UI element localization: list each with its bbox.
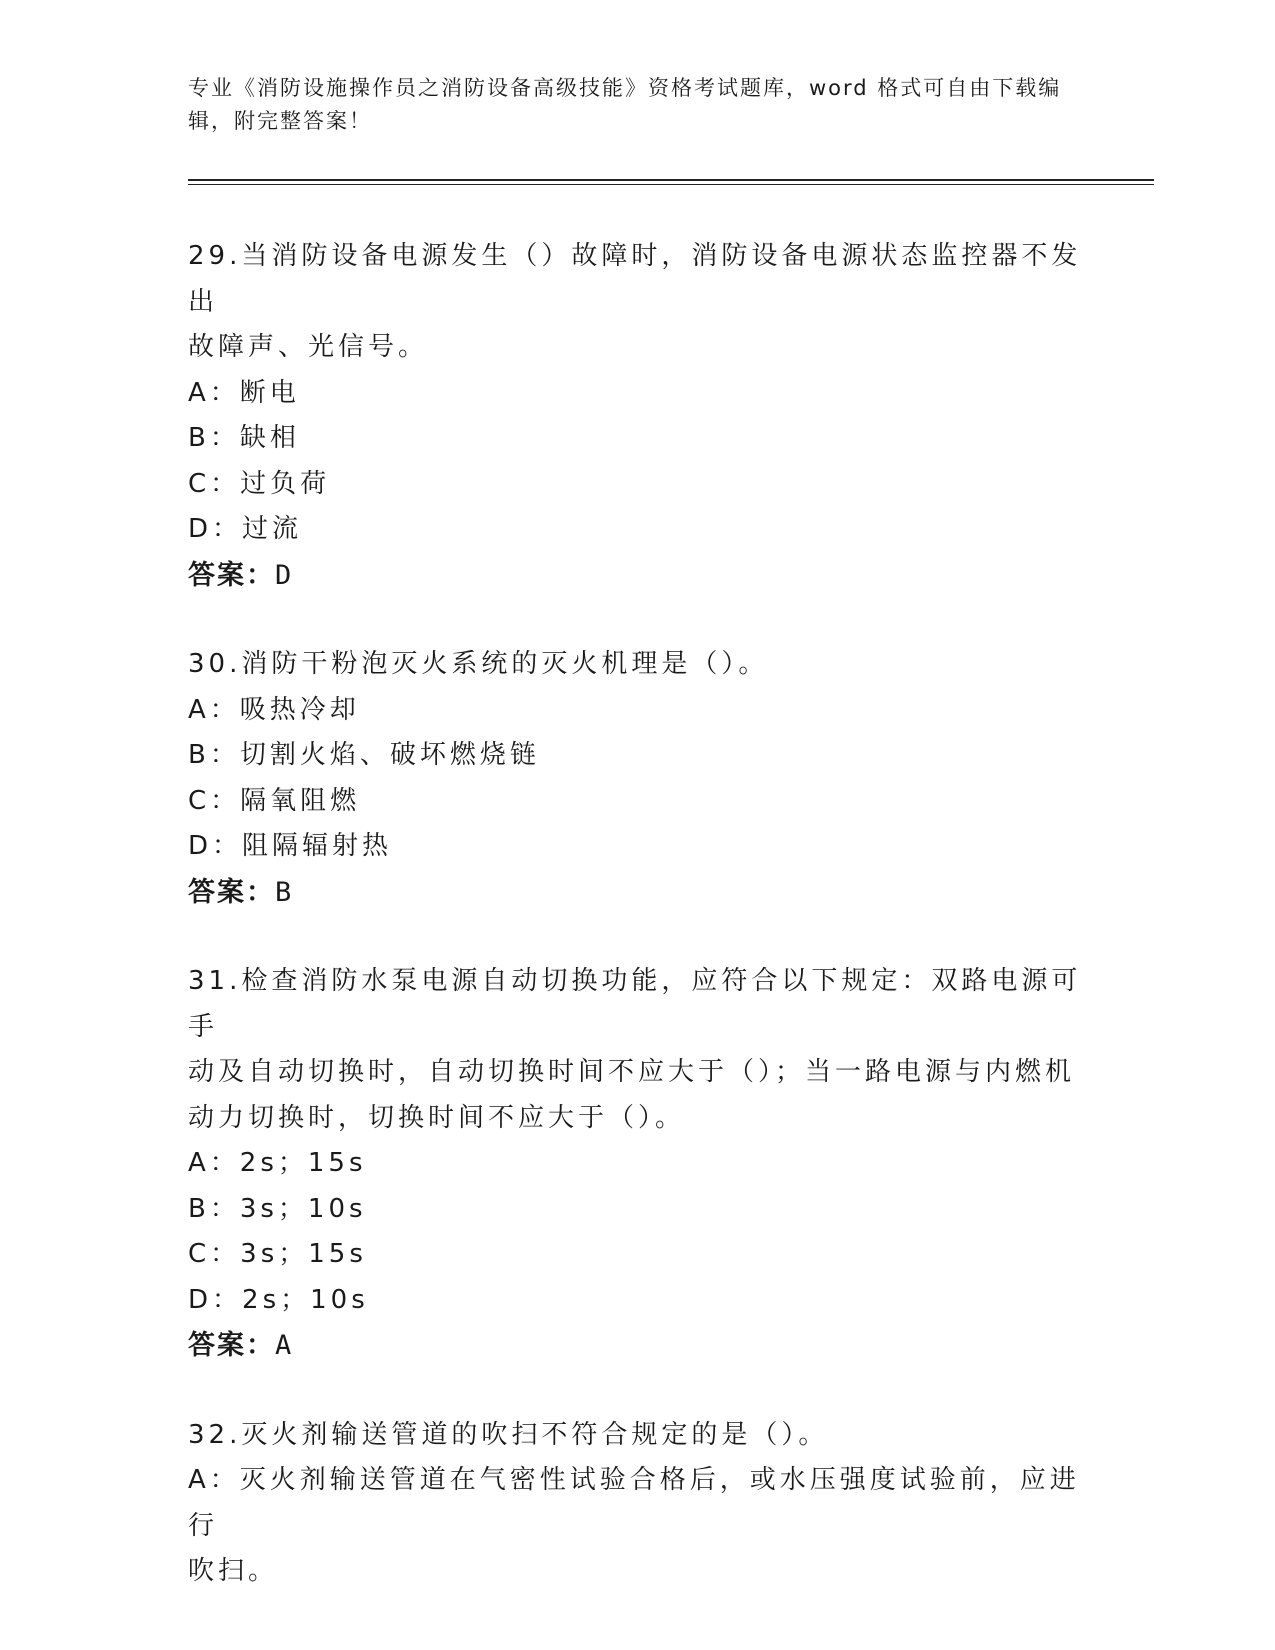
question-stem-line: 动力切换时，切换时间不应大于（）。 (188, 1102, 686, 1133)
option-c: C：过负荷 (188, 468, 331, 499)
option-a: A：灭火剂输送管道在气密性试验合格后，或水压强度试验前，应进行 (188, 1465, 1080, 1541)
question-list (188, 234, 1088, 1639)
option-b: B：切割火焰、破坏燃烧链 (188, 740, 540, 770)
header-divider (188, 179, 1154, 185)
option-c: C：隔氧阻燃 (188, 785, 361, 816)
answer-label: 答案： (188, 876, 275, 908)
answer (188, 1323, 1088, 1369)
option-a: A：断电 (188, 377, 300, 408)
answer-label: 答案： (188, 1330, 275, 1361)
answer (188, 870, 1088, 916)
question-30 (188, 642, 1088, 915)
option-a: A：吸热冷却 (188, 694, 360, 725)
option-d: D：阻隔辐射热 (188, 831, 393, 861)
answer-value: B (275, 876, 294, 908)
option-d: D：过流 (188, 514, 303, 544)
question-stem-line: 30.消防干粉泡灭火系统的灭火机理是（）。 (188, 649, 769, 679)
question-29 (188, 234, 1088, 598)
answer-value: D (275, 559, 294, 591)
option-b: B：缺相 (188, 423, 300, 453)
question-stem-line: 29.当消防设备电源发生（）故障时，消防设备电源状态监控器不发出 (188, 241, 1082, 317)
document-header: 专业《消防设施操作员之消防设备高级技能》资格考试题库，word 格式可自由下载编辑，附完整答案！ (188, 76, 1062, 133)
answer-label: 答案： (188, 559, 275, 591)
question-32 (188, 1413, 1088, 1595)
question-stem-line: 32.灭火剂输送管道的吹扫不符合规定的是（）。 (188, 1419, 829, 1450)
question-stem-line: 动及自动切换时，自动切换时间不应大于（）；当一路电源与内燃机 (188, 1057, 1076, 1087)
question-stem-line: 故障声、光信号。 (188, 332, 429, 362)
option-a: A：2s；15s (188, 1148, 367, 1178)
option-b: B：3s；10s (188, 1193, 367, 1224)
answer-value: A (275, 1330, 294, 1361)
question-31 (188, 959, 1088, 1369)
answer (188, 553, 1088, 599)
question-stem-line: 31.检查消防水泵电源自动切换功能，应符合以下规定：双路电源可手 (188, 966, 1082, 1042)
option-d: D：2s；10s (188, 1284, 369, 1315)
option-c: C：3s；15s (188, 1239, 367, 1269)
option-a-continued: 吹扫。 (188, 1556, 279, 1586)
